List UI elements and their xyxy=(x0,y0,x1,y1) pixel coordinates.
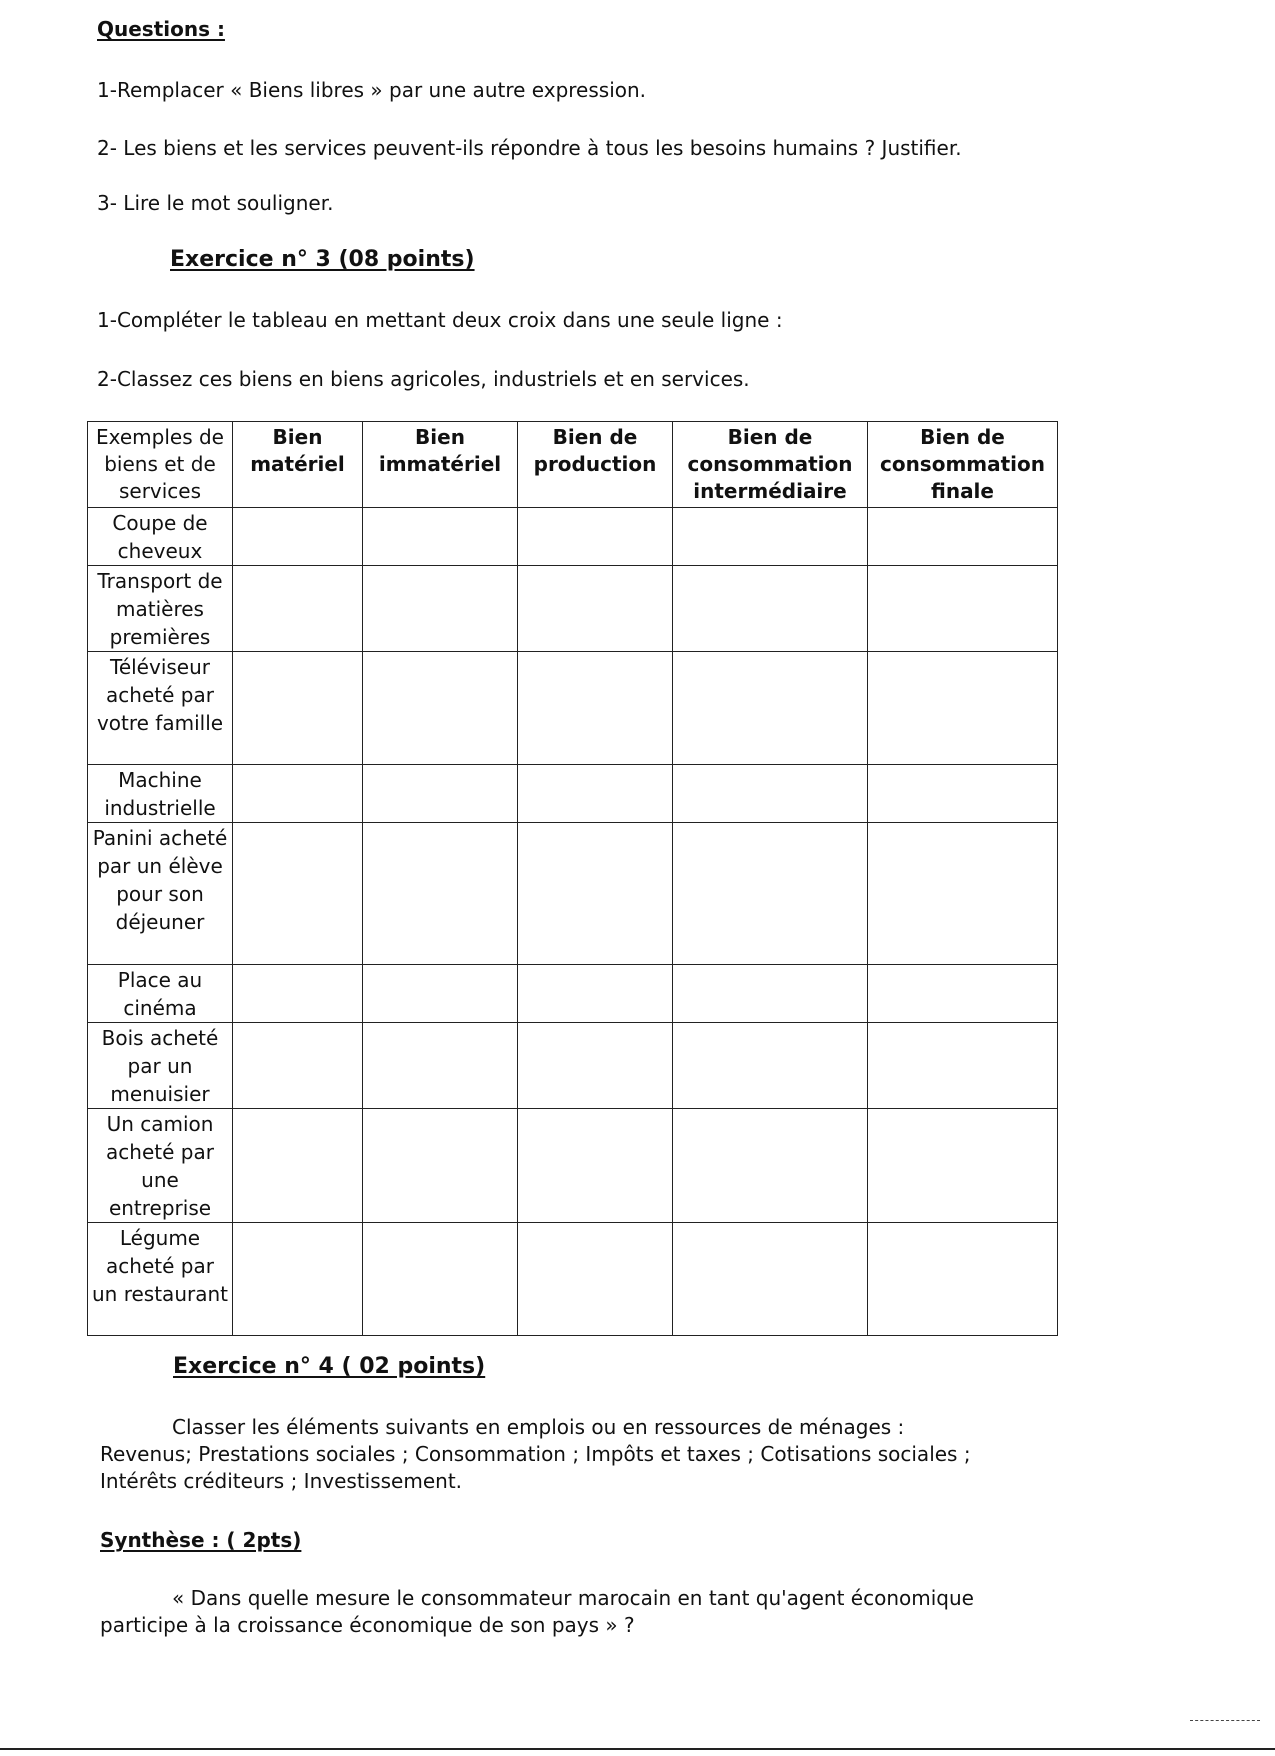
answer-cell[interactable] xyxy=(673,508,868,566)
header-examples: Exemples de biens et de services xyxy=(88,422,233,508)
answer-cell[interactable] xyxy=(868,1023,1058,1109)
answer-cell[interactable] xyxy=(868,508,1058,566)
answer-cell[interactable] xyxy=(518,652,673,765)
answer-cell[interactable] xyxy=(233,1223,363,1336)
synthese-text: « Dans quelle mesure le consommateur marocain en tant qu'agent économique participe à la croissance économique de son pays » ? xyxy=(100,1586,974,1637)
answer-cell[interactable] xyxy=(673,965,868,1023)
answer-cell[interactable] xyxy=(673,652,868,765)
row-label: Bois acheté par un menuisier xyxy=(88,1023,233,1109)
answer-cell[interactable] xyxy=(363,1023,518,1109)
answer-cell[interactable] xyxy=(673,765,868,823)
table-row xyxy=(88,765,1058,823)
answer-cell[interactable] xyxy=(673,823,868,965)
row-label: Panini acheté par un élève pour son déjeuner xyxy=(88,823,233,965)
questions-title: Questions : xyxy=(97,17,225,41)
answer-cell[interactable] xyxy=(233,1109,363,1223)
answer-cell[interactable] xyxy=(233,566,363,652)
answer-cell[interactable] xyxy=(233,765,363,823)
answer-cell[interactable] xyxy=(233,1023,363,1109)
answer-cell[interactable] xyxy=(673,1109,868,1223)
table-row xyxy=(88,823,1058,965)
goods-classification-table xyxy=(87,421,1058,1336)
footer-rule xyxy=(0,1748,1275,1750)
table-row xyxy=(88,508,1058,566)
answer-cell[interactable] xyxy=(518,566,673,652)
row-label: Téléviseur acheté par votre famille xyxy=(88,652,233,765)
answer-cell[interactable] xyxy=(233,965,363,1023)
row-label: Place au cinéma xyxy=(88,965,233,1023)
answer-cell[interactable] xyxy=(518,1223,673,1336)
question-2: 2- Les biens et les services peuvent-ils répondre à tous les besoins humains ? Justifier. xyxy=(97,136,962,160)
answer-cell[interactable] xyxy=(233,508,363,566)
answer-cell[interactable] xyxy=(868,1109,1058,1223)
exercise-4-text: Classer les éléments suivants en emplois ou en ressources de ménages : Revenus; Prestations sociales ; Consommation ; Impôts et taxes ; Cotisations sociales ; Intérêts créditeurs ; Investissement. xyxy=(100,1415,971,1493)
header-bien-materiel: Bien matériel xyxy=(233,422,363,508)
exercise-3-title: Exercice n° 3 (08 points) xyxy=(170,247,475,272)
answer-cell[interactable] xyxy=(363,1109,518,1223)
footer-dash-line xyxy=(1190,1720,1260,1721)
question-3: 3- Lire le mot souligner. xyxy=(97,191,334,215)
table-row xyxy=(88,1109,1058,1223)
answer-cell[interactable] xyxy=(673,566,868,652)
answer-cell[interactable] xyxy=(233,652,363,765)
answer-cell[interactable] xyxy=(363,566,518,652)
answer-cell[interactable] xyxy=(868,566,1058,652)
answer-cell[interactable] xyxy=(868,652,1058,765)
answer-cell[interactable] xyxy=(673,1223,868,1336)
table-row xyxy=(88,1223,1058,1336)
answer-cell[interactable] xyxy=(363,508,518,566)
row-label: Coupe de cheveux xyxy=(88,508,233,566)
question-1: 1-Remplacer « Biens libres » par une autre expression. xyxy=(97,78,647,102)
exercise-3-instruction-1: 1-Compléter le tableau en mettant deux croix dans une seule ligne : xyxy=(97,308,783,332)
answer-cell[interactable] xyxy=(363,765,518,823)
answer-cell[interactable] xyxy=(868,1223,1058,1336)
table-row xyxy=(88,566,1058,652)
row-label: Un camion acheté par une entreprise xyxy=(88,1109,233,1223)
answer-cell[interactable] xyxy=(363,965,518,1023)
synthese-title: Synthèse : ( 2pts) xyxy=(100,1528,302,1552)
answer-cell[interactable] xyxy=(233,823,363,965)
header-bien-production: Bien de production xyxy=(518,422,673,508)
exercise-3-instruction-2: 2-Classez ces biens en biens agricoles, industriels et en services. xyxy=(97,367,750,391)
answer-cell[interactable] xyxy=(868,965,1058,1023)
header-bien-consommation-finale: Bien de consommation finale xyxy=(868,422,1058,508)
answer-cell[interactable] xyxy=(518,1023,673,1109)
header-bien-consommation-intermediaire: Bien de consommation intermédiaire xyxy=(673,422,868,508)
row-label: Légume acheté par un restaurant xyxy=(88,1223,233,1336)
answer-cell[interactable] xyxy=(363,652,518,765)
answer-cell[interactable] xyxy=(518,965,673,1023)
answer-cell[interactable] xyxy=(868,765,1058,823)
header-bien-immateriel: Bien immatériel xyxy=(363,422,518,508)
answer-cell[interactable] xyxy=(363,823,518,965)
row-label: Transport de matières premières xyxy=(88,566,233,652)
table-row xyxy=(88,965,1058,1023)
answer-cell[interactable] xyxy=(518,823,673,965)
answer-cell[interactable] xyxy=(518,1109,673,1223)
answer-cell[interactable] xyxy=(518,508,673,566)
answer-cell[interactable] xyxy=(363,1223,518,1336)
row-label: Machine industrielle xyxy=(88,765,233,823)
answer-cell[interactable] xyxy=(518,765,673,823)
exercise-4-title: Exercice n° 4 ( 02 points) xyxy=(173,1354,486,1379)
answer-cell[interactable] xyxy=(673,1023,868,1109)
table-header-row xyxy=(88,422,1058,508)
table-row xyxy=(88,1023,1058,1109)
answer-cell[interactable] xyxy=(868,823,1058,965)
table-row xyxy=(88,652,1058,765)
